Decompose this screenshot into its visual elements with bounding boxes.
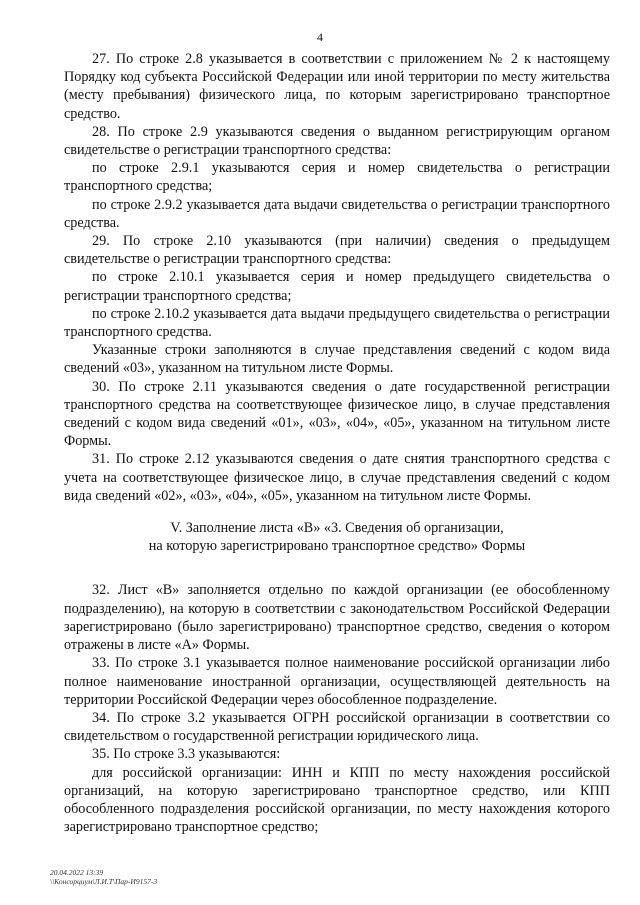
paragraph-29-note: Указанные строки заполняются в случае представления сведений с кодом вида сведений «03», указанном на титульном листе Формы. bbox=[64, 342, 610, 377]
paragraph-31: 31. По строке 2.12 указываются сведения о дате снятия транспортного средства с учета на соответствующее физическое лицо, в случае представления сведений с кодом вида сведений «02», «03», «04», «05», указанном на титульном листе Формы. bbox=[64, 451, 610, 504]
paragraph-34: 34. По строке 3.2 указывается ОГРН российской организации в соответствии со свидетельством о государственной регистрации юридического лица. bbox=[64, 709, 610, 745]
paragraph-32: 32. Лист «В» заполняется отдельно по каждой организации (ее обособленному подразделению), на которую в соответствии с законодательством Российской Федерации зарегистрировано (было зарегистрировано) транспортное средство, сведения о котором отражены в листе «А» Формы. bbox=[64, 582, 610, 654]
section-heading bbox=[64, 519, 610, 555]
paragraph-33: 33. По строке 3.1 указывается полное наименование российской организации либо полное наименование иностранной организации, осуществляющей деятельность на территории Российской Федерации через обособленное подразделение. bbox=[64, 655, 610, 708]
page-number: 4 bbox=[317, 30, 323, 44]
paragraph-28-1: по строке 2.9.1 указываются серия и номер свидетельства о регистрации транспортного средства; bbox=[64, 160, 610, 195]
paragraph-29: 29. По строке 2.10 указываются (при наличии) сведения о предыдущем свидетельстве о регистрации транспортного средства: bbox=[64, 233, 610, 268]
footer-timestamp: 20.04.2022 13:39 bbox=[50, 868, 104, 877]
paragraph-28: 28. По строке 2.9 указываются сведения о выданном регистрирующим органом свидетельстве о регистрации транспортного средства: bbox=[64, 123, 610, 159]
footer-stamp bbox=[50, 868, 157, 886]
document-body bbox=[64, 50, 610, 836]
paragraph-29-2: по строке 2.10.2 указывается дата выдачи предыдущего свидетельства о регистрации транспортного средства. bbox=[64, 305, 610, 341]
paragraph-28-2: по строке 2.9.2 указывается дата выдачи свидетельства о регистрации транспортного средства. bbox=[64, 196, 610, 231]
paragraph-29-1: по строке 2.10.1 указывается серия и номер предыдущего свидетельства о регистрации транспортного средства; bbox=[64, 269, 610, 304]
paragraph-35-1: для российской организации: ИНН и КПП по месту нахождения российской организаций, на которую зарегистрировано транспортное средство, или КПП обособленного подразделения российской организации, по месту нахождения которого зарегистрировано транспортное средство; bbox=[64, 764, 610, 836]
paragraph-30: 30. По строке 2.11 указываются сведения о дате государственной регистрации транспортного средства на соответствующее физическое лицо, в случае представления сведений с кодом вида сведений «01», «03», «04», «05», указанном на титульном листе Формы. bbox=[64, 378, 610, 450]
paragraph-35: 35. По строке 3.3 указываются: bbox=[92, 746, 281, 763]
paragraph-27: 27. По строке 2.8 указывается в соответствии с приложением № 2 к настоящему Порядку код субъекта Российской Федерации или иной территории по месту жительства (месту пребывания) физического лица, по которым зарегистрировано транспортное средство. bbox=[64, 51, 610, 122]
section-heading-line2: на которую зарегистрировано транспортное средство» Формы bbox=[148, 538, 526, 555]
section-heading-line1: V. Заполнение листа «В» «3. Сведения об организации, bbox=[170, 520, 504, 537]
footer-file-path: \\Консорциум\Л.И.Т\Пар-И9157-3 bbox=[50, 877, 158, 886]
